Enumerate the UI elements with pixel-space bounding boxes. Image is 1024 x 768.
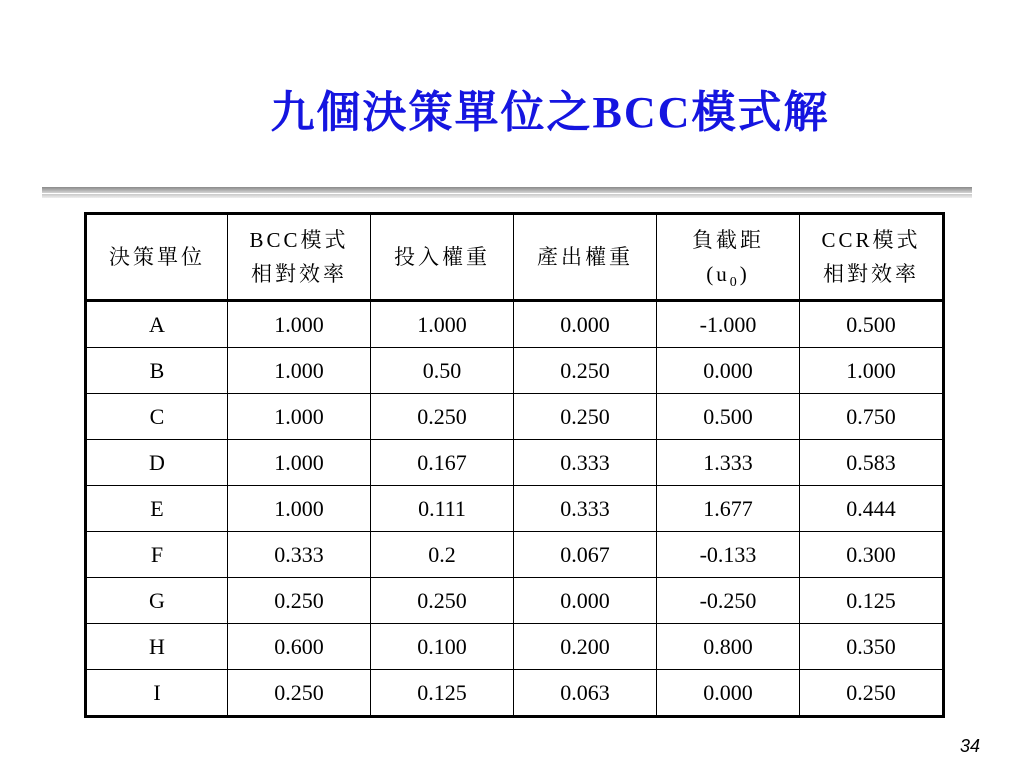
cell-bcc: 0.600 — [228, 624, 371, 670]
cell-output: 0.333 — [514, 440, 657, 486]
cell-output: 0.063 — [514, 670, 657, 717]
cell-bcc: 0.333 — [228, 532, 371, 578]
cell-bcc: 0.250 — [228, 578, 371, 624]
header-intercept-line1: 負截距 — [692, 228, 764, 252]
cell-bcc: 1.000 — [228, 301, 371, 348]
cell-u0: 0.800 — [657, 624, 800, 670]
cell-input: 0.250 — [371, 394, 514, 440]
cell-input: 1.000 — [371, 301, 514, 348]
cell-output: 0.067 — [514, 532, 657, 578]
table-row — [86, 532, 944, 578]
table-row — [86, 348, 944, 394]
bcc-results-table — [84, 212, 945, 718]
cell-bcc: 1.000 — [228, 440, 371, 486]
header-intercept-line2 — [657, 257, 799, 291]
cell-output: 0.200 — [514, 624, 657, 670]
header-bcc-line2: 相對效率 — [251, 262, 347, 286]
header-input-weight: 投入權重 — [371, 214, 514, 301]
header-bcc-line1: BCC模式 — [249, 228, 349, 252]
cell-dmu: H — [86, 624, 228, 670]
cell-output: 0.250 — [514, 348, 657, 394]
cell-bcc: 1.000 — [228, 348, 371, 394]
cell-input: 0.111 — [371, 486, 514, 532]
table-row — [86, 486, 944, 532]
cell-output: 0.333 — [514, 486, 657, 532]
header-bcc-efficiency — [228, 214, 371, 301]
cell-dmu: C — [86, 394, 228, 440]
table-row — [86, 301, 944, 348]
cell-ccr: 0.125 — [800, 578, 944, 624]
cell-input: 0.167 — [371, 440, 514, 486]
cell-ccr: 0.750 — [800, 394, 944, 440]
cell-dmu: B — [86, 348, 228, 394]
slide-title: 九個決策單位之BCC模式解 — [270, 88, 830, 137]
cell-bcc: 1.000 — [228, 486, 371, 532]
cell-input: 0.125 — [371, 670, 514, 717]
cell-dmu: I — [86, 670, 228, 717]
cell-u0: -0.250 — [657, 578, 800, 624]
cell-ccr: 0.583 — [800, 440, 944, 486]
cell-input: 0.100 — [371, 624, 514, 670]
table-row — [86, 440, 944, 486]
header-ccr-line2: 相對效率 — [823, 262, 919, 286]
cell-dmu: G — [86, 578, 228, 624]
cell-dmu: A — [86, 301, 228, 348]
cell-u0: 1.333 — [657, 440, 800, 486]
cell-output: 0.250 — [514, 394, 657, 440]
cell-ccr: 0.250 — [800, 670, 944, 717]
cell-u0: 1.677 — [657, 486, 800, 532]
table-header-row — [86, 214, 944, 301]
header-ccr-line1: CCR模式 — [821, 228, 921, 252]
cell-dmu: E — [86, 486, 228, 532]
table-body — [86, 301, 944, 717]
table-row — [86, 670, 944, 717]
cell-ccr: 1.000 — [800, 348, 944, 394]
table-row — [86, 578, 944, 624]
cell-output: 0.000 — [514, 301, 657, 348]
cell-u0: 0.500 — [657, 394, 800, 440]
cell-input: 0.250 — [371, 578, 514, 624]
cell-u0: 0.000 — [657, 348, 800, 394]
cell-u0: -0.133 — [657, 532, 800, 578]
table-row — [86, 394, 944, 440]
header-ccr-efficiency — [800, 214, 944, 301]
title-divider-shadow — [42, 194, 972, 198]
table-row — [86, 624, 944, 670]
title-divider — [42, 187, 972, 193]
cell-output: 0.000 — [514, 578, 657, 624]
cell-input: 0.50 — [371, 348, 514, 394]
cell-u0: -1.000 — [657, 301, 800, 348]
cell-ccr: 0.350 — [800, 624, 944, 670]
header-intercept-close: ) — [739, 262, 750, 286]
header-intercept-sub: 0 — [729, 275, 740, 291]
cell-ccr: 0.444 — [800, 486, 944, 532]
header-intercept-open: (u — [706, 262, 730, 286]
cell-ccr: 0.500 — [800, 301, 944, 348]
page-number: 34 — [959, 736, 980, 756]
cell-dmu: D — [86, 440, 228, 486]
cell-ccr: 0.300 — [800, 532, 944, 578]
header-output-weight: 產出權重 — [514, 214, 657, 301]
header-intercept — [657, 214, 800, 301]
cell-u0: 0.000 — [657, 670, 800, 717]
cell-input: 0.2 — [371, 532, 514, 578]
cell-bcc: 0.250 — [228, 670, 371, 717]
cell-dmu: F — [86, 532, 228, 578]
header-dmu: 決策單位 — [86, 214, 228, 301]
cell-bcc: 1.000 — [228, 394, 371, 440]
